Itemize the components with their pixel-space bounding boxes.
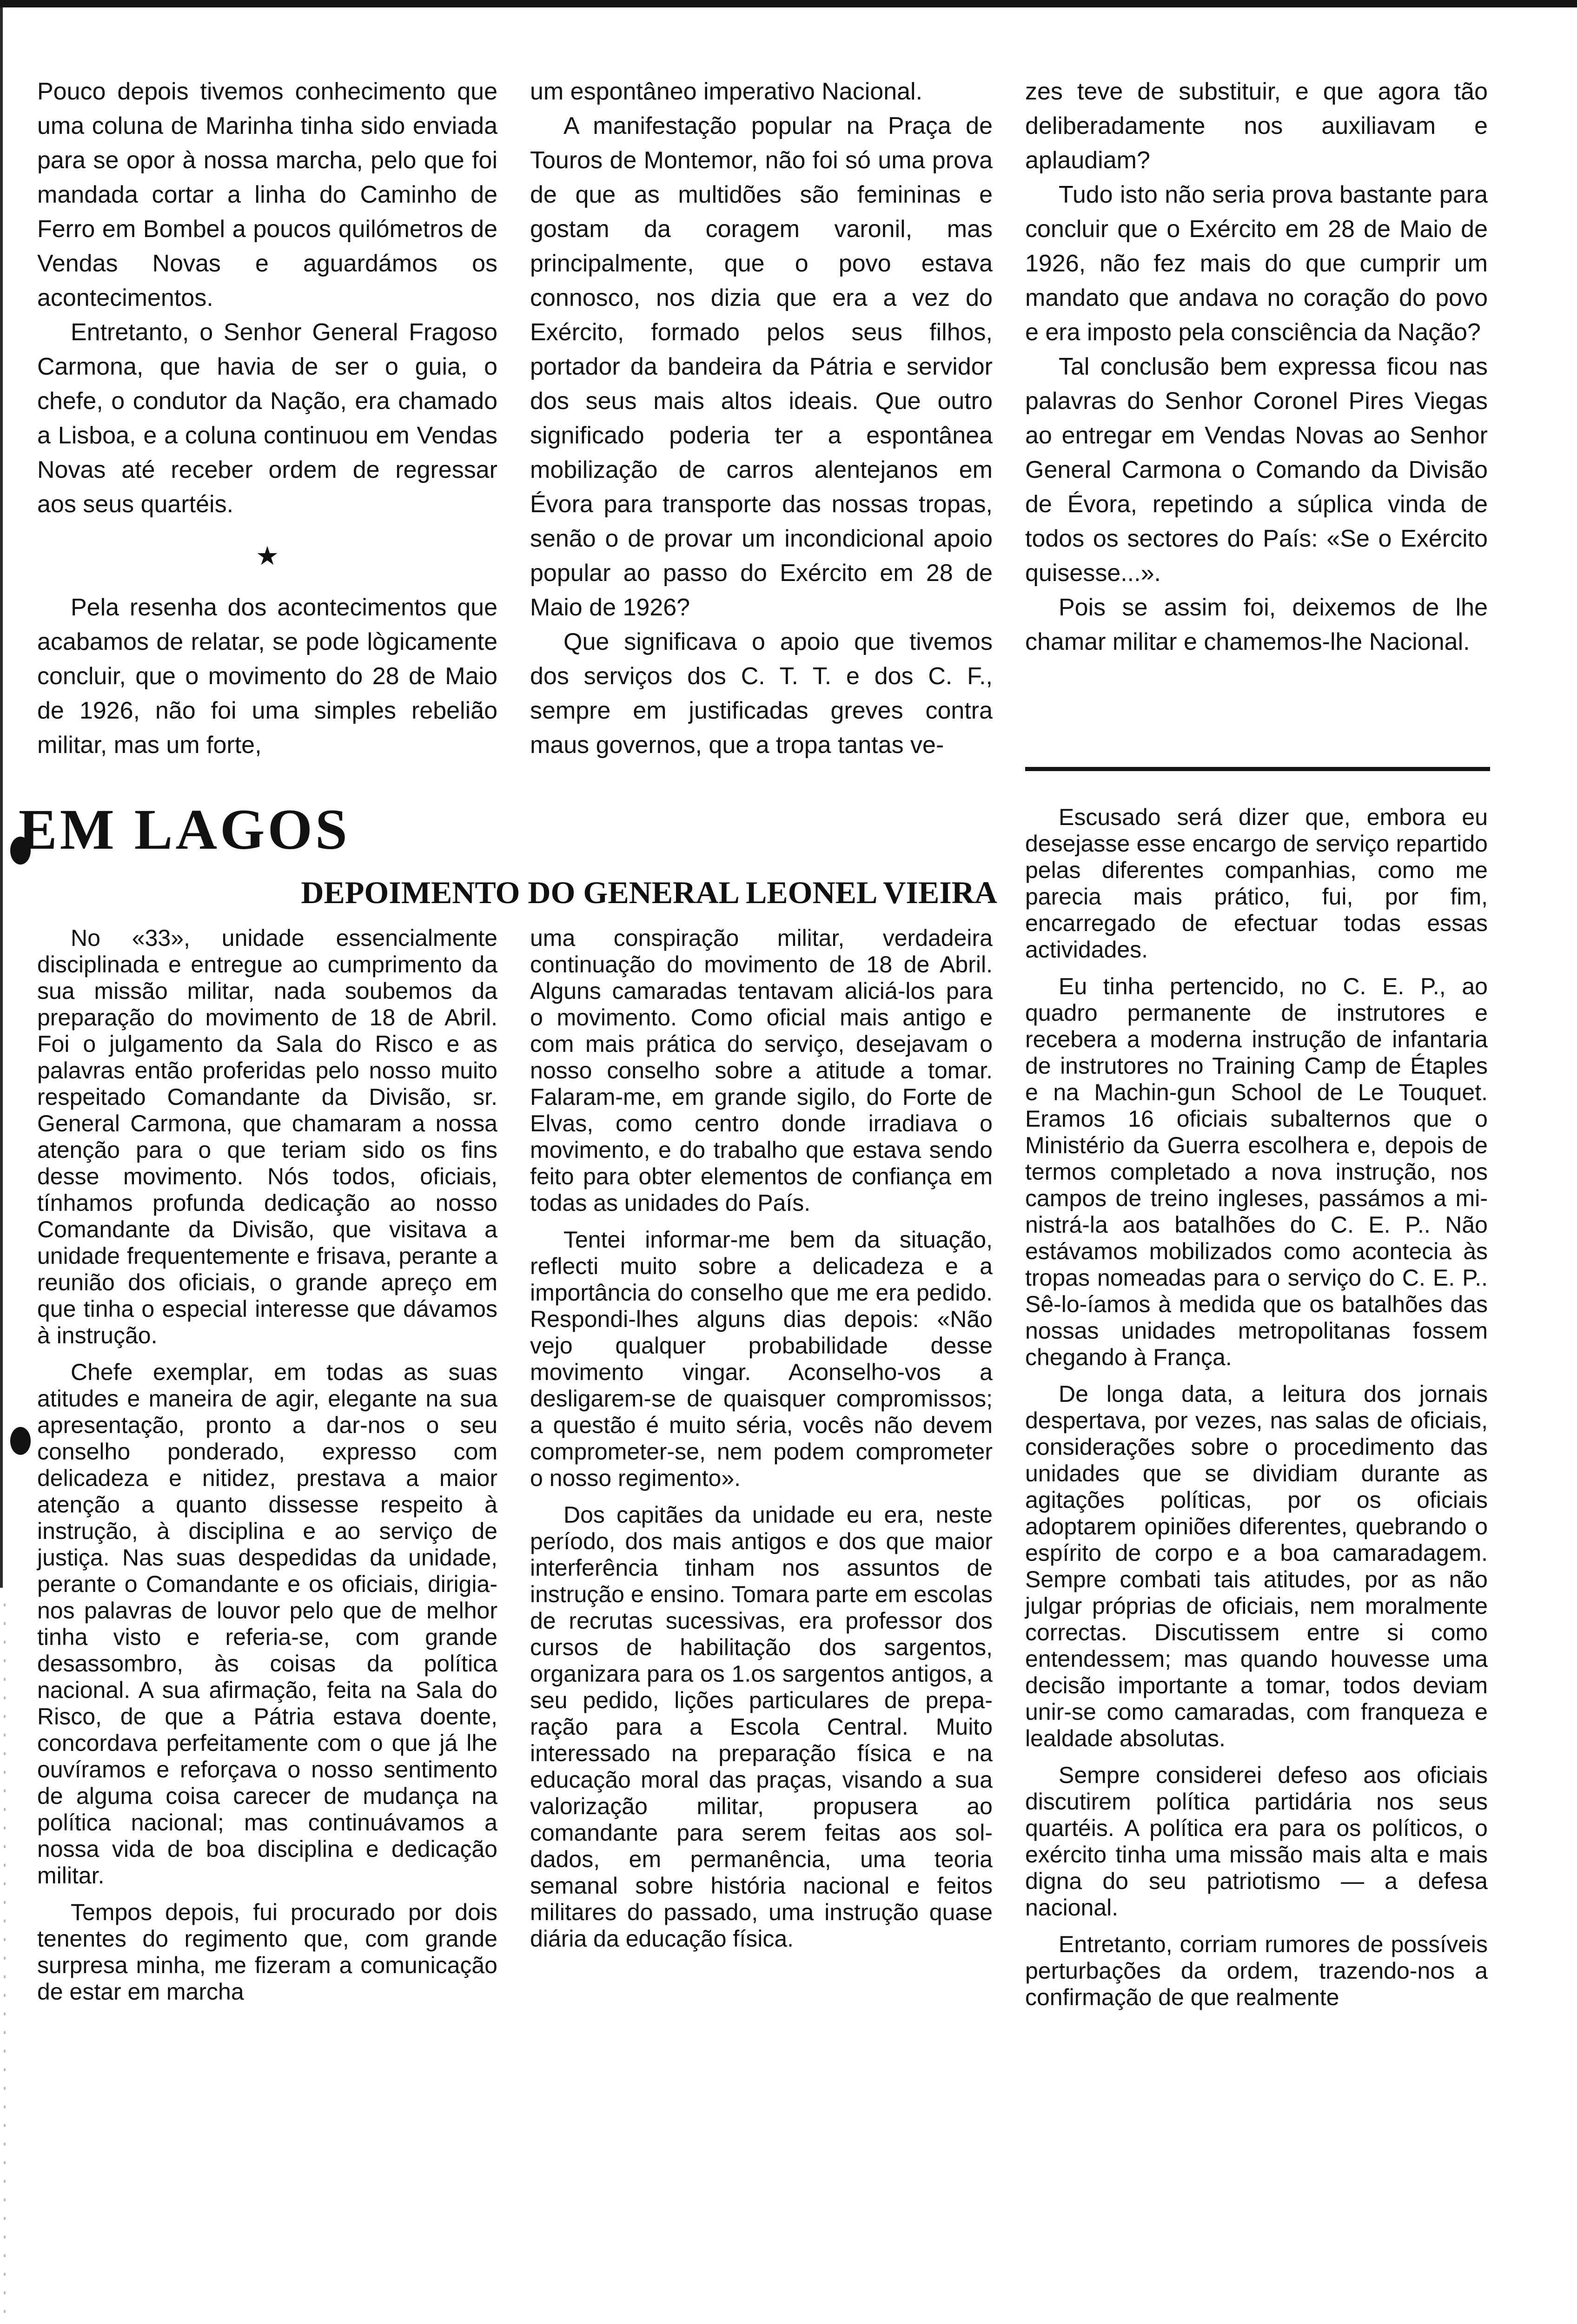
paragraph: um espontâneo imperativo Nacional.: [530, 78, 923, 105]
paragraph: Pois se assim foi, deixemos de lhe chamar militar e chamemos-lhe Nacional.: [1025, 594, 1488, 655]
paragraph: Sempre considerei defeso aos oficiais discutirem política partidária nos seus quartéis. A política era para os políticos, o exército tinha uma missão mais alta e mais digna do seu patriotismo — a defesa nacional.: [1025, 1762, 1488, 1921]
section-rule: [1025, 767, 1490, 771]
paragraph: Entretanto, corriam rumores de possíveis perturbações da ordem, trazendo-nos a confirmação de que realmente: [1025, 1931, 1488, 2010]
top-column-1: [37, 74, 497, 762]
bottom-column-2: [530, 925, 993, 1952]
paragraph: Que significava o apoio que tivemos dos serviços dos C. T. T. e dos C. F., sempre em justificadas greves contra maus governos, que a tropa tantas ve-: [530, 628, 993, 759]
paragraph: Entretanto, o Senhor General Fragoso Carmona, que havia de ser o guia, o chefe, o condutor da Nação, era chamado a Lisboa, e a coluna continuou em Vendas Novas até receber ordem de regressar aos seus quartéis.: [37, 319, 497, 518]
bottom-column-3: [1025, 804, 1488, 2011]
top-column-3: [1025, 74, 1488, 659]
top-rule: [0, 0, 1577, 7]
paragraph: Chefe exemplar, em todas as suas atitudes e maneira de agir, elegante na sua apresentação, pronto a dar-nos o seu conselho ponderado, expresso com delicadeza e nitidez, prestava a maior atenção a quanto dissesse respeito à instrução, à disciplina e ao serviço de justiça. Nas suas despedidas da unidade, perante o Comandante e os oficiais, dirigia-nos palavras de louvor pelo que de melhor tinha visto e referia-se, com grande desassombro, às coisas da política nacional. A sua afirmação, feita na Sala do Risco, de que a Pátria estava doente, concordava perfeitamente com o que já lhe ouvíramos e reforçava o nosso sentimento de alguma coisa carecer de mudança na política nacional; mas continuávamos a nossa vida de boa disciplina e dedicação militar.: [37, 1359, 497, 1888]
paragraph: Tudo isto não seria prova bastante para concluir que o Exército em 28 de Maio de 1926, não fez mais do que cumprir um mandato que andava no coração do povo e era imposto pela consciência da Nação?: [1025, 181, 1488, 346]
bottom-column-1: [37, 925, 497, 2005]
top-column-2: [530, 74, 993, 762]
paragraph: Pela resenha dos acontecimentos que acabamos de relatar, se pode lògicamente concluir, que o movimento do 28 de Maio de 1926, não foi uma simples rebelião militar, mas um forte,: [37, 594, 497, 759]
star-separator: ★: [255, 541, 279, 570]
paragraph: Tal conclusão bem expressa ficou nas palavras do Senhor Coronel Pires Viegas ao entregar em Vendas Novas ao Senhor General Carmona o Comando da Divisão de Évora, repetindo a súplica vinda de todos os sectores do País: «Se o Exército quisesse...».: [1025, 353, 1488, 587]
scan-edge: [0, 7, 3, 1588]
paragraph: Dos capitães da unidade eu era, neste período, dos mais antigos e dos que maior interferência tinham nos assuntos de instrução e ensino. Tomara parte em escolas de recrutas sucessivas, era professor dos cursos de habilitação dos sargentos, organizara para os 1.os sargentos antigos, a seu pedido, lições particulares de preparação para a Escola Central. Muito interessado na preparação física e na educação moral das praças, visando a sua valorização militar, propusera ao comandante para serem feitas aos soldados, em permanência, uma teoria semanal sobre história nacional e feitos militares do passado, uma instrução quase diária da educação física.: [530, 1502, 993, 1952]
margin-marks: [4, 1604, 6, 2324]
paragraph: Tempos depois, fui procurado por dois tenentes do regimento que, com grande surpresa minha, me fizeram a comunicação de estar em marcha: [37, 1899, 497, 2005]
article-title: EM LAGOS: [19, 798, 350, 861]
paragraph: A manifestação popular na Praça de Touros de Montemor, não foi só uma prova de que as multidões são femininas e gostam da coragem varonil, mas principalmente, que o povo estava connosco, nos dizia que era a vez do Exército, formado pelos seus filhos, portador da bandeira da Pátria e servidor dos seus mais altos ideais. Que outro significado poderia ter a espontânea mobilização de carros alentejanos em Évora para transporte das nossas tropas, senão o de provar um incondicional apoio popular ao passo do Exército em 28 de Maio de 1926?: [530, 112, 993, 621]
article-subtitle: DEPOIMENTO DO GENERAL LEONEL VIEIRA: [301, 875, 997, 910]
paragraph: uma conspiração militar, verdadeira continuação do movimento de 18 de Abril. Alguns camaradas tentavam aliciá-los para o movimento. Como oficial mais antigo e com mais prática do serviço, desejavam o nosso conselho sobre a atitude a tomar. Falaram-me, em grande sigilo, do Forte de Elvas, como centro donde irradiava o movimento, e do trabalho que estava sendo feito para obter elementos de confiança em todas as unidades do País.: [530, 925, 993, 1216]
paragraph: Escusado será dizer que, embora eu desejasse esse encargo de serviço repartido pelas diferentes companhias, como me parecia mais prático, fui, por fim, encarregado de efectuar todas essas actividades.: [1025, 804, 1488, 963]
paragraph: De longa data, a leitura dos jornais despertava, por vezes, nas salas de oficiais, considerações sobre o procedimento das unidades que se dividiam durante as agitações políticas, por os oficiais adoptarem opiniões diferentes, quebrando o espírito de corpo e a boa camaradagem. Sempre combati tais atitudes, por as não julgar próprias de oficiais, nem moralmente correctas. Discutissem entre si como entendessem; mas quando houvesse uma decisão importante a tomar, todos deviam unir-se como camaradas, com franqueza e lealdade absolutas.: [1025, 1381, 1488, 1751]
paragraph: No «33», unidade essencialmente disciplinada e entregue ao cumprimento da sua missão militar, nada soubemos da preparação do movimento de 18 de Abril. Foi o julgamento da Sala do Risco e as palavras então proferidas pelo nosso muito respeitado Comandante da Divisão, sr. General Carmona, que chamaram a nossa atenção para o que teriam sido os fins desse movimento. Nós todos, oficiais, tínhamos profunda dedicação ao nosso Comandante da Divisão, que visitava a unidade frequentemente e frisava, perante a reunião dos oficiais, o grande apreço em que tinha o especial interesse que dávamos à instrução.: [37, 925, 497, 1348]
paragraph: zes teve de substituir, e que agora tão deliberadamente nos auxiliavam e aplaudiam?: [1025, 78, 1488, 174]
paragraph: Tentei informar-me bem da situação, reflecti muito sobre a delicadeza e a importância do conselho que me era pedido. Respondi-lhes alguns dias depois: «Não vejo qualquer probabilidade desse movimento vingar. Aconselho-vos a desligarem-se de quaisquer compromissos; a questão é muito séria, vocês não devem comprometer-se, nem podem comprometer o nosso regimento».: [530, 1227, 993, 1491]
paragraph: Pouco depois tivemos conhecimento que uma coluna de Marinha tinha sido enviada para se opor à nossa marcha, pelo que foi mandada cortar a linha do Caminho de Ferro em Bombel a poucos quilómetros de Vendas Novas e aguardámos os acontecimentos.: [37, 78, 497, 311]
bullet-mark: [10, 1427, 31, 1455]
paragraph: Eu tinha pertencido, no C. E. P., ao quadro permanente de instrutores e recebera a moderna instrução de infantaria de instrutores no Training Camp de Étaples e na Machin-gun School de Le Touquet. Eramos 16 oficiais subalternos que o Ministério da Guerra escolhera e, depois de termos completado a nova instrução, nos campos de treino ingleses, passámos a ministrá-la aos batalhões do C. E. P.. Não estávamos mobilizados como acontecia às tropas nomeadas para o serviço do C. E. P.. Sê-lo-íamos à medida que os batalhões das nossas unidades metropolitanas fossem chegando à França.: [1025, 973, 1488, 1370]
